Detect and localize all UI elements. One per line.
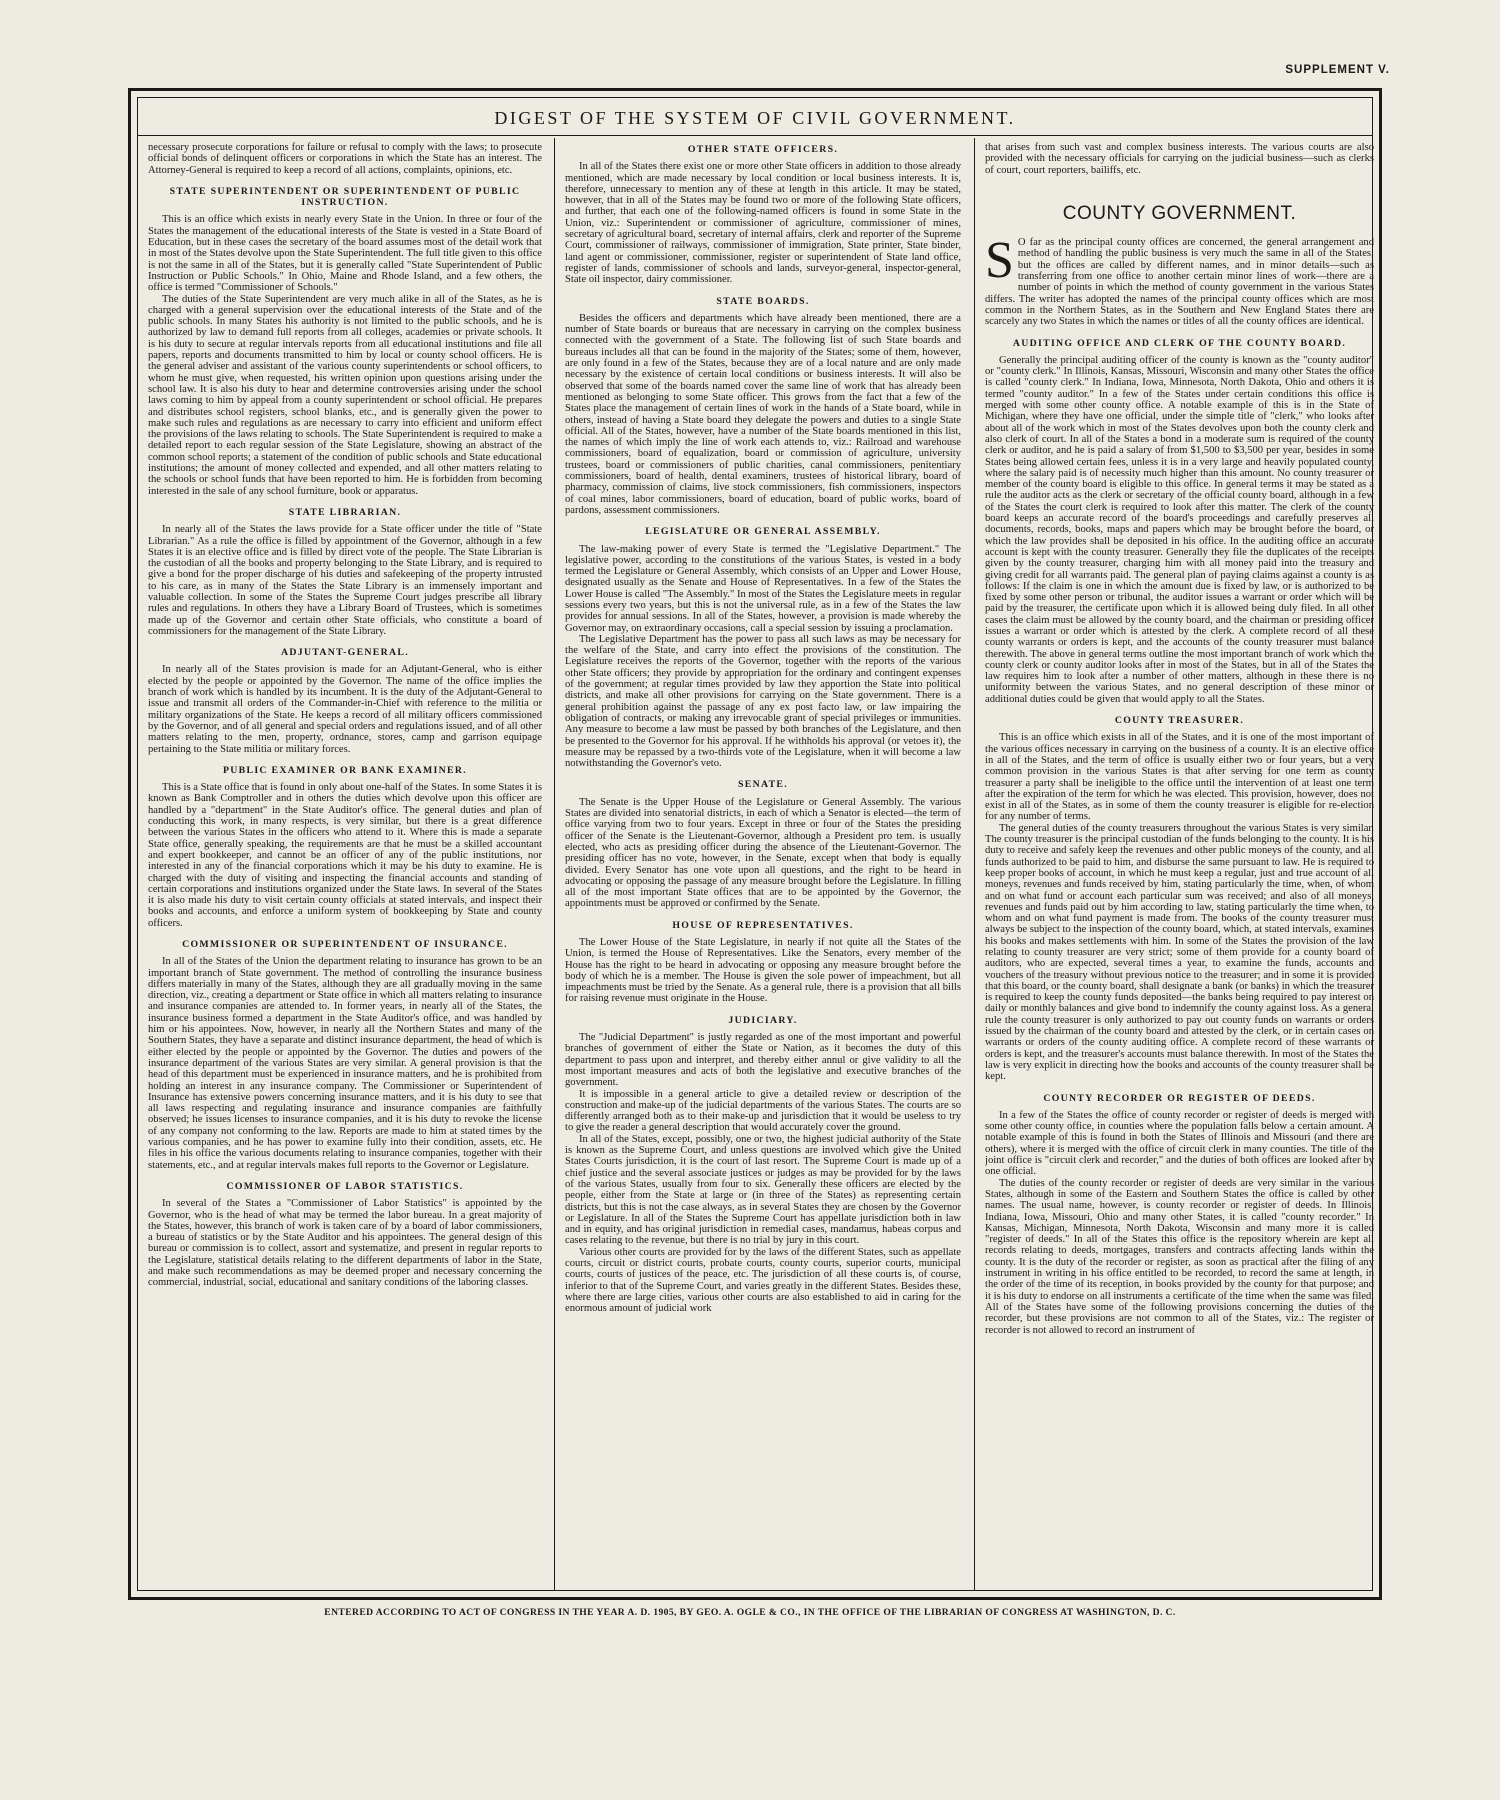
paragraph: The duties of the State Superintendent are very much alike in all of the States, as he is charged with a general supervision over the educational interests of the State and of the public schools. In many States his authority is not limited to the public schools, and he is authorized by law to demand full reports from all colleges, academies or private schools. It is his duty to secure at regular intervals reports from all educational institutions and file all papers, reports and documents transmitted to him by local or county school officers. He is the general adviser and assistant of the various county superintendents or school officers, to whom he must give, when requested, his written opinion upon questions arising under the school law. It is also his duty to hear and determine controversies arising under the school laws coming to him by appeal from a county superintendent or school official. He prepares and distributes school registers, school blanks, etc., and is generally given the power to make such rules and regulations as are necessary to carry into efficient and uniform effect the provisions of the laws relating to schools. The State Superintendent is required to make a detailed report to each regular session of the State Legislature, showing an abstract of the common school reports; a statement of the condition of public schools and State educational institutions; the amount of money collected and expended, and all other matters relating to the schools or school funds that have been reported to him. He is forbidden from becoming interested in the sale of any school furniture, book or apparatus.	[148, 293, 542, 497]
paragraph: The duties of the county recorder or register of deeds are very similar in the various States, although in some of the Eastern and Southern States the office is called by other names. The usual name, however, is county recorder or register of deeds. In Illinois, Indiana, Iowa, Missouri, Ohio and many other States, it is called "county recorder." In Kansas, Michigan, Minnesota, North Dakota, Wisconsin and many more it is called "register of deeds." In all of the States this office is the repository wherein are kept all records relating to deeds, mortgages, transfers and contracts affecting lands within the county. It is the duty of the recorder or register, as soon as practical after the filing of any instrument in writing in his office entitled to be recorded, to record the same at length, in the order of the time of its reception, in books provided by the county for that purpose; and it is his duty to endorse on all instruments a certificate of the time when the same was filed. All of the States have some of the following provisions concerning the duties of the recorder, but these provisions are not common to all of the States, viz.: The register or recorder is not allowed to record an instrument of	[985, 1177, 1374, 1336]
section-heading: SENATE.	[737, 779, 789, 791]
paragraph: This is a State office that is found in only about one-half of the States. In some States it is known as Bank Comptroller and in others the duties which devolve upon this officer are handled by a "department" in the State Auditor's office. The general duties and plan of conducting this work, in many respects, is very similar, but there is a great difference between the various States in the officers who attend to it. Where this is made a separate State office, generally speaking, the requirements are that he must be a skilled accountant and expert bookkeeper, and cannot be an officer of any of the public institutions, nor interested in any of the financial corporations which it may be his duty to examine. He is charged with the duty of visiting and inspecting the financial accounts and standing of certain corporations and institutions organized under the State laws. In several of the States it is also made his duty to visit certain county officials at stated intervals, and inspect their books and accounts, and enforce a uniform system of bookkeeping by State and county officers.	[148, 782, 542, 929]
section-heading: COMMISSIONER OR SUPERINTENDENT OF INSURANCE.	[182, 939, 508, 950]
section-heading: COUNTY TREASURER.	[1114, 715, 1245, 727]
paragraph: necessary prosecute corporations for failure or refusal to comply with the laws; to prosecute official bonds of delinquent officers or corporations in which the State has an interest. The Attorney-General is required to keep a record of all actions, complaints, opinions, etc.	[148, 142, 542, 176]
lead-paragraph	[985, 232, 1374, 328]
paragraph: This is an office which exists in nearly every State in the Union. In three or four of the States the management of the educational interests of the State is vested in a State Board of Education, but in these cases the secretary of the board assumes most of the detail work that in most of the States devolve upon the State Superintendent. The full title given to this office is not the same in all of the States, but it is generally called "State Superintendent of Public Instruction or Public Schools." In Ohio, Maine and Rhode Island, and a few others, the office is termed "Commissioner of Schools."	[148, 214, 542, 294]
masthead-title: DIGEST OF THE SYSTEM OF CIVIL GOVERNMENT.	[494, 108, 1016, 128]
section-heading: COMMISSIONER OF LABOR STATISTICS.	[226, 1180, 464, 1192]
paragraph: In several of the States a "Commissioner of Labor Statistics" is appointed by the Governor, who is the head of what may be termed the labor bureau. In a great majority of the States, however, this branch of work is taken care of by a board of labor commissioners, a bureau of statistics or by the State Auditor and his appointees. The general design of this bureau or commission is to collect, assort and systematize, and present in regular reports to the Legislature, statistical details relating to the different departments of labor in the State, and make such recommendations as may be deemed proper and necessary concerning the commercial, industrial, social, educational and sanitary conditions of the laboring classes.	[148, 1198, 542, 1289]
section-heading: HOUSE OF REPRESENTATIVES.	[672, 919, 854, 931]
paragraph: It is impossible in a general article to give a detailed review or description of the construction and make-up of the judicial departments of the various States. The courts are so differently arranged both as to their make-up and jurisdiction that it would be useless to try to give the reader a general description that would accurately cover the ground.	[565, 1088, 961, 1134]
masthead-rule	[138, 135, 1372, 136]
column-3	[985, 142, 1374, 1584]
paragraph: In all of the States there exist one or more other State officers in addition to those already mentioned, which are made necessary by local condition or local business interests. It is, therefore, unnecessary to mention any of these at length in this article. It may be stated, however, that in all of the States may be found two or more of the following State officers, and further, that each one of the following-named officers is found in some State in the Union, viz.: Superintendent or commissioner of agriculture, commissioner of mines, secretary of agricultural board, secretary of internal affairs, clerk and reporter of the Supreme Court, commissioner of railways, commissioner of immigration, State printer, State binder, land agent or commissioner, commissioner, register or superintendent of State land office, register of lands, commissioner of schools and lands, surveyor-general, inspector-general, State oil inspector, dairy commissioner.	[565, 161, 961, 286]
paragraph: In all of the States of the Union the department relating to insurance has grown to be an important branch of State government. The method of controlling the insurance business differs materially in many of the States, although they are all gradually moving in the same direction, viz., creating a department or State office in which all matters relating to insurance and insurance companies are attended to. In former years, in nearly all of the States, the insurance business formed a department in the State Auditor's office, and was handled by him or his appointees. Now, however, in nearly all the Northern States and many of the Southern States, they have a separate and distinct insurance department, the head of which is either elected by the people or appointed by the Governor. The duties and powers of the insurance department of the various States are very similar. A general provision is that the head of this department must be experienced in insurance matters, and he is prohibited from holding an interest in any insurance company. The Commissioner or Superintendent of Insurance has extensive powers concerning insurance matters, and it is his duty to see that all laws respecting and regulating insurance and insurance companies are faithfully observed; he issues licenses to insurance companies, and it is his duty to revoke the license of any company not conforming to the law. Reports are made to him at stated times by the various companies, and he has power to examine fully into their condition, assets, etc. He files in his office the various documents relating to insurance companies, together with their statements, etc., and at regular intervals makes full reports to the Governor or Legislature.	[148, 956, 542, 1171]
column-2	[565, 142, 961, 1584]
paragraph: In nearly all of the States provision is made for an Adjutant-General, who is either elected by the people or appointed by the Governor. The name of the office implies the branch of work which is handled by its incumbent. It is the duty of the Adjutant-General to issue and transmit all orders of the Commander-in-Chief with reference to the militia or military organizations of the State. He keeps a record of all military officers commissioned by the Governor, and of all general and special orders and regulations issued, and of all other matters relating to the men, property, ordnance, stores, camp and garrison equipage pertaining to the State militia or military forces.	[148, 664, 542, 755]
supplement-label: SUPPLEMENT V.	[1285, 64, 1390, 76]
section-heading: LEGISLATURE OR GENERAL ASSEMBLY.	[645, 526, 881, 538]
lead-text: O far as the principal county offices are concerned, the general arrangement and method of handling the public business is very much the same in all of the States; but the offices are called by different names, and in minor details—such as transferring from one office to another certain minor lines of work—there are a number of points in which the method of county government in the various States differs. The writer has adopted the names of the principal county offices which are most common in the Northern States, as in the Southern and New England States there are scarcely any two States in which the names or titles of all the county offices are identical.	[985, 237, 1374, 328]
section-heading: AUDITING OFFICE AND CLERK OF THE COUNTY BOARD.	[1012, 337, 1347, 349]
paragraph: Besides the officers and departments which have already been mentioned, there are a number of State boards or bureaus that are necessary in carrying on the complex business connected with the government of a State. The following list of such State boards and bureaus includes all that can be found in the majority of the States; some of them, however, are only found in a few of the States, because they are of a local nature and are only made necessary by the existence of certain local conditions or business interests. It will also be observed that some of the boards named cover the same line of work that has already been mentioned as belonging to some State officer. This grows from the fact that a few of the States place the management of certain lines of work in the hands of a State board, while in others, instead of having a State board they delegate the powers and duties to a single State official. All of the States, however, have a number of the State boards mentioned in this list, the names of which imply the line of work each attends to, viz.: Railroad and warehouse commissioners, board of equalization, board or commission of agriculture, university trustees, board or commissioners of public charities, canal commissioners, penitentiary commissioners, board of health, dental examiners, trustees of historical library, board of pharmacy, commission of claims, live stock commissioners, fish commissioners, inspectors of coal mines, labor commissioners, board of education, board of public works, board of pardons, assessment commissioners.	[565, 312, 961, 516]
paragraph: The general duties of the county treasurers throughout the various States is very similar. The county treasurer is the principal custodian of the funds belonging to the county. It is his duty to receive and safely keep the revenues and other public moneys of the county, and all funds authorized to be paid to him, and disburse the same pursuant to law. He is required to keep proper books of account, in which he must keep a regular, just and true account of all moneys, revenues and funds received by him, stating particularly the time, when, of whom and on what fund or account each particular sum was received; and also of all moneys, revenues and funds paid out by him according to law, stating particularly the time when, to whom and on what fund payment is made from. The books of the county treasurer must always be subject to the inspection of the county board, which, at stated intervals, examines his books and makes settlements with him. In some of the States the provision of the law relating to county treasurer are very strict; some of them provide for a county board of auditors, who are expected, several times a year, to examine the funds, accounts and vouchers of the treasury without previous notice to the treasurer; and in some it is provided that this board, or the county board, shall designate a bank (or banks) in which the treasurer is required to keep the county funds deposited—the banks being required to pay interest on daily or monthly balances and give bond to indemnify the county against loss. As a general rule the county treasurer is only authorized to pay out county funds on warrants or orders issued by the chairman of the county board and attested by the clerk, or in certain cases on warrants or orders of the county auditing office. A complete record of these warrants or orders is kept, and the treasurer's accounts must balance therewith. In most of the States the law is very explicit in directing how the books and accounts of the county treasurer shall be kept.	[985, 822, 1374, 1083]
paragraph: In nearly all of the States the laws provide for a State officer under the title of "State Librarian." As a rule the office is filled by appointment of the Governor, although in a few States it is an elective office and is filled by direct vote of the people. The State Librarian is the custodian of all the books and property belonging to the State Library, and is required to give a bond for the proper discharge of his duties and safekeeping of the property intrusted to his care, as in many of the States the State Library is an immensely important and valuable collection. In some of the States the Supreme Court judges prescribe all library rules and regulations. In others they have a Library Board of Trustees, which is sometimes made up of the Governor and certain other State officials, who constitute a board of commissioners for the management of the State Library.	[148, 524, 542, 637]
page-frame	[128, 88, 1382, 1600]
section-heading: STATE SUPERINTENDENT OR SUPERINTENDENT OF PUBLIC INSTRUCTION.	[169, 185, 521, 209]
paragraph: In a few of the States the office of county recorder or register of deeds is merged with some other county office, in counties where the population falls below a certain amount. A notable example of this is found in both the States of Illinois and Missouri (and there are others), where it is merged with the office of circuit clerk in many counties. The title of the joint office is "circuit clerk and recorder," and the duties of both offices are looked after by one official.	[985, 1109, 1374, 1178]
section-heading: PUBLIC EXAMINER OR BANK EXAMINER.	[222, 764, 468, 776]
section-heading: COUNTY RECORDER OR REGISTER OF DEEDS.	[1043, 1092, 1316, 1104]
paragraph: The Lower House of the State Legislature, in nearly if not quite all the States of the Union, is termed the House of Representatives. Like the Senators, every member of the House has the right to be heard in advocating or opposing any measure brought before the body of which he is a member. The House is given the sole power of impeachment, but all impeachments must be tried by the Senate. As a general rule, there is a provision that all bills for raising revenue must originate in the House.	[565, 937, 961, 1005]
paragraph: In all of the States, except, possibly, one or two, the highest judicial authority of the State is known as the Supreme Court, and unless questions are involved which give the United States Courts jurisdiction, it is the court of last resort. The Supreme Court is made up of a chief justice and the several associate justices or judges as may be provided for by the laws of the various States, usually from four to six. Generally these officers are elected by the people, either from the State at large or (in three of the States) as representing certain districts, but this is not the case always, as in several States they are chosen by the Governor or Legislature. In all of the States the Supreme Court has appellate jurisdiction both in law and in equity, and has original jurisdiction in remedial cases, mandamus, habeas corpus and cases relating to the revenue, but there is no trial by jury in this court.	[565, 1133, 961, 1247]
column-1	[148, 142, 542, 1584]
paragraph: Various other courts are provided for by the laws of the different States, such as appellate courts, circuit or district courts, probate courts, county courts, superior courts, municipal courts, courts of justices of the peace, etc. The jurisdiction of all these courts is, of course, inferior to that of the Supreme Court, and varies greatly in the different States. Besides these, where there are large cities, various other courts are also established to aid in caring for the enormous amount of judicial work	[565, 1246, 961, 1315]
column-divider-2	[974, 138, 975, 1590]
section-heading: JUDICIARY.	[728, 1014, 798, 1026]
paragraph: The Legislative Department has the power to pass all such laws as may be necessary for the welfare of the State, and carry into effect the provisions of the constitution. The Legislature receives the reports of the Governor, together with the reports of the various other State officers; they provide by appropriation for the ordinary and contingent expenses of the government; at regular times provided by law they apportion the State into political districts, and make all other provisions for carrying on the State government. There is a general prohibition against the passage of any ex post facto law, or law impairing the obligation of contracts, or making any irrevocable grant of special privileges or immunities. Any measure to become a law must be passed by both branches of the Legislature, and then be presented to the Governor for his approval. If he withholds his approval (or vetoes it), the measure may be repassed by a two-thirds vote of the Legislature, when it will become a law notwithstanding the Governor's veto.	[565, 633, 961, 770]
paragraph: The law-making power of every State is termed the "Legislative Department." The legislative power, according to the constitutions of the various States, is vested in a body termed the Legislature or General Assembly, which consists of an Upper and Lower House, designated usually as the Senate and House of Representatives. In a few of the States the Lower House is called "The Assembly." In most of the States the Legislature meets in regular sessions every two years, but this is not the universal rule, as in a few of the States the law provides for annual sessions. In all of the States, however, a provision is made whereby the Governor may, on extraordinary occasions, call a special session by issuing a proclamation.	[565, 543, 961, 634]
paragraph: This is an office which exists in all of the States, and it is one of the most important of the various offices necessary in carrying on the business of a county. It is an elective office in all of the States, and the term of office is usually either two or four years, but a very common provision in the various States is that after serving for one term as county treasurer a party shall be ineligible to the office until the intervention of at least one term after the expiration of the term for which he was elected. This provision, however, does not exist in all of the States, as in some of them the county treasurer is eligible for re-election for any number of terms.	[985, 732, 1374, 823]
paragraph: The Senate is the Upper House of the Legislature or General Assembly. The various States are divided into senatorial districts, in each of which a Senator is elected—the term of office varying from two to four years. Except in three or four of the States the presiding officer of the Senate is the Lieutenant-Governor, although a President pro tem. is usually elected, who acts as presiding officer during the absence of the Lieutenant-Governor. The presiding officer has no vote, however, in the Senate, except when that body is equally divided. Every Senator has one vote upon all questions, and the right to be heard in advocating or opposing the passage of any measure brought before the Legislature. In filling all of the most important State offices that are to be appointed by the Governor, the appointments must be approved or confirmed by the Senate.	[565, 796, 961, 910]
section-heading: OTHER STATE OFFICERS.	[687, 144, 839, 155]
county-government-heading: COUNTY GOVERNMENT.	[1062, 202, 1297, 224]
column-divider-1	[554, 138, 555, 1590]
paragraph: The "Judicial Department" is justly regarded as one of the most important and powerful branches of government of either the State or Nation, as it becomes the duty of this department to pass upon and interpret, and thereby either annul or give validity to all the most important measures and acts of both the legislative and executive branches of the government.	[565, 1032, 961, 1089]
paragraph: that arises from such vast and complex business interests. The various courts are also provided with the necessary officials for carrying on the judicial business—such as clerks of court, court reporters, bailiffs, etc.	[985, 142, 1374, 176]
section-heading: ADJUTANT-GENERAL.	[281, 647, 409, 659]
drop-cap: S	[985, 232, 1014, 290]
section-heading: STATE BOARDS.	[716, 295, 810, 307]
section-heading: STATE LIBRARIAN.	[288, 506, 402, 518]
paragraph: Generally the principal auditing officer of the county is known as the "county auditor" or "county clerk." In Illinois, Kansas, Missouri, Wisconsin and many other States the office is called "county clerk." In Indiana, Iowa, Minnesota, North Dakota, Ohio and others it is termed "county auditor." In a few of the States under certain conditions this office is merged with some other county office. A notable example of this is in the State of Michigan, where they have one official, under the simple title of "clerk," who looks after about all of the work which in most of the States devolves upon both the county clerk and also clerk of court. In all of the States a bond in a moderate sum is required of the county clerk or auditor, and he is paid a salary of from $1,500 to $3,500 per year, besides in some States being allowed certain fees, unless it is in a very large and heavily populated county, where the salary paid is of necessity much higher than this amount. No county treasurer or member of the county board is eligible to this office. In general terms it may be stated as a rule the auditor acts as the clerk or secretary of the official county board, although in a few of the States the court clerk is required to look after this matter. The clerk of the county board keeps an accurate record of the board's proceedings and carefully preserves all documents, records, books, maps and papers which may be brought before the board, or which the law provides shall be deposited in his office. In the auditing office an accurate account is kept with the county treasurer. Generally they file the duplicates of the receipts given by the county treasurer, charging him with all money paid into the treasury and giving credit for all warrants paid. The general plan of paying claims against a county is as follows: If the claim is one in which the amount due is fixed by law, or is authorized to be fixed by some other person or tribunal, the auditor issues a warrant or order which will be paid by the treasurer, the certificate upon which it is allowed being duly filed. In all other cases the claim must be allowed by the county board, and the chairman or presiding officer issues a warrant or order which is attested by the clerk. A complete record of all these county warrants or orders is kept, and the accounts of the county treasurer must balance therewith. The above in general terms outline the most important branch of work which the county clerk or county auditor looks after in most of the States, but in all of the States the law requires him to look after a number of other matters, although in these there is no uniformity between the various States, and no general description of these minor or additional duties could be given that would apply to all the States.	[985, 354, 1374, 705]
inner-frame	[137, 97, 1373, 1591]
copyright-footer: ENTERED ACCORDING TO ACT OF CONGRESS IN THE YEAR A. D. 1905, BY GEO. A. OGLE & CO., IN THE OFFICE OF THE LIBRARIAN OF CONGRESS AT WASHINGTON, D. C.	[324, 1607, 1176, 1618]
